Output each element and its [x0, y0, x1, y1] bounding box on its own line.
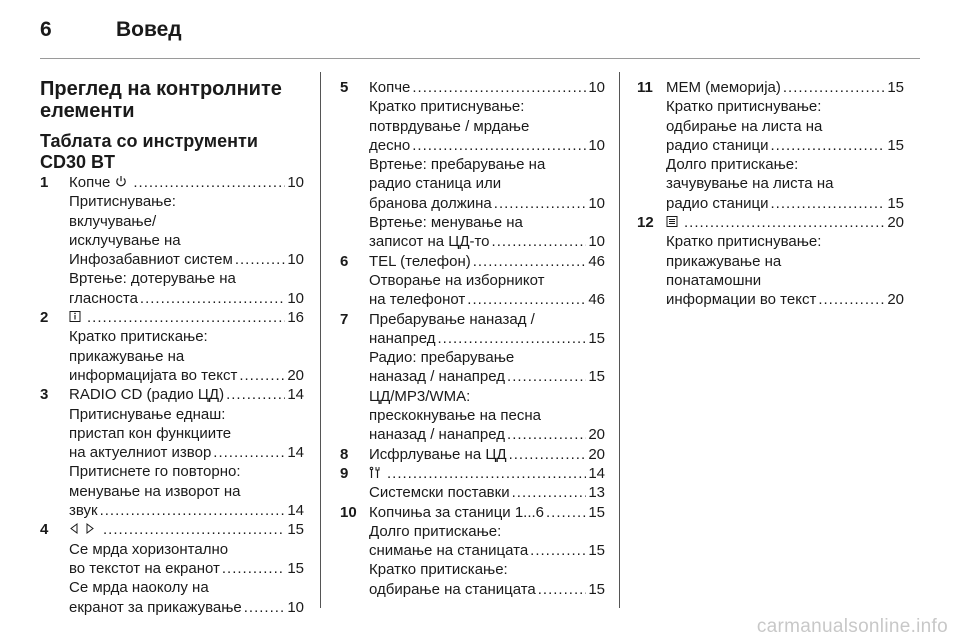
- entry-text: [369, 78, 410, 97]
- toc-entry: [69, 250, 304, 269]
- entry-label: MEM (меморија): [666, 79, 781, 96]
- entry-text: [69, 443, 211, 462]
- entry-text: [69, 289, 138, 308]
- page-number: 6: [40, 18, 52, 41]
- entry-label: радио станици: [666, 194, 769, 212]
- entry-label: Долго притискање:: [369, 522, 502, 540]
- entry-label: наназад / нанапред: [369, 426, 506, 444]
- description-line: [69, 578, 304, 597]
- toc-entry: [666, 136, 904, 155]
- page-reference: 20: [887, 291, 904, 309]
- entry-text: [69, 520, 101, 539]
- description-line: [69, 269, 304, 288]
- page-reference: 10: [588, 233, 605, 251]
- description-line: [666, 232, 904, 251]
- page-reference: 20: [287, 366, 304, 384]
- dot-leader: [492, 232, 587, 251]
- description-line: [369, 387, 605, 406]
- dot-leader: [244, 598, 286, 617]
- list-item: [340, 464, 605, 503]
- column-3: [637, 78, 904, 310]
- item-number: 8: [340, 445, 349, 463]
- dot-leader: [213, 443, 285, 462]
- items-column-2: [340, 78, 605, 599]
- item-number: 10: [340, 503, 357, 521]
- description-line: [69, 231, 304, 250]
- list-item: [637, 78, 904, 213]
- dot-leader: [494, 194, 587, 213]
- entry-label: наназад / нанапред: [369, 368, 506, 386]
- item-number: 4: [40, 521, 49, 539]
- dot-leader: [507, 425, 586, 444]
- entry-text: [666, 213, 682, 232]
- toc-entry: [369, 445, 605, 464]
- toc-entry: [369, 136, 605, 155]
- description-line: [69, 540, 304, 559]
- column-2: [340, 78, 605, 599]
- entry-label: Притиснување:: [69, 193, 176, 211]
- page-reference: 10: [588, 79, 605, 96]
- description-line: [69, 405, 304, 424]
- dot-leader: [226, 385, 285, 404]
- entry-label: потврдување / мрдање: [369, 117, 530, 135]
- description-line: [666, 155, 904, 174]
- description-line: [369, 97, 605, 116]
- entry-text: [69, 462, 241, 481]
- toc-entry: [69, 289, 304, 308]
- entry-label: одбирање на станицата: [369, 580, 536, 598]
- description-line: [369, 271, 605, 290]
- list-item: [340, 310, 605, 445]
- toc-entry: [369, 425, 605, 444]
- page-reference: 10: [588, 194, 605, 212]
- description-line: [666, 117, 904, 136]
- entry-label: бранова должина: [369, 194, 492, 212]
- page-reference: 14: [588, 464, 605, 482]
- page-reference: 15: [887, 79, 904, 96]
- entry-label: Инфозабавниот систем: [69, 251, 233, 269]
- description-line: [369, 117, 605, 136]
- entry-label: Се мрда хоризонтално: [69, 540, 229, 558]
- page-reference: 15: [588, 368, 605, 386]
- dot-leader: [467, 290, 586, 309]
- entry-label: Пребарување наназад /: [369, 310, 535, 328]
- entry-label: екранот за прикажување: [69, 598, 242, 616]
- entry-text: [369, 117, 529, 136]
- dot-leader: [87, 308, 285, 327]
- entry-text: [69, 231, 181, 250]
- column-divider-2: [619, 72, 620, 608]
- description-line: [666, 97, 904, 116]
- dot-leader: [133, 173, 285, 192]
- entry-text: [369, 406, 541, 425]
- entry-text: [69, 327, 208, 346]
- toc-entry: [69, 443, 304, 462]
- entry-label: гласноста: [69, 289, 138, 307]
- page-reference: 46: [588, 252, 605, 270]
- description-line: [369, 406, 605, 425]
- entry-text: [69, 192, 176, 211]
- entry-label: информацијата во текст: [69, 366, 238, 384]
- entry-text: [69, 482, 241, 501]
- entry-text: [369, 560, 508, 579]
- entry-label: Се мрда наоколу на: [69, 579, 209, 597]
- entry-text: [69, 347, 184, 366]
- entry-text: [666, 117, 822, 136]
- left-right-arrows-icon: [69, 521, 97, 534]
- toc-entry: [369, 194, 605, 213]
- entry-text: [666, 290, 816, 309]
- entry-text: [369, 136, 410, 155]
- list-item: [40, 308, 304, 385]
- entry-text: [69, 366, 237, 385]
- column-1: [40, 78, 304, 617]
- entry-label: на телефонот: [369, 291, 466, 309]
- entry-label: исклучување на: [69, 231, 181, 249]
- entry-label: Кратко притиснување:: [666, 98, 822, 116]
- page-reference: 15: [588, 542, 605, 560]
- entry-text: [69, 250, 233, 269]
- page-reference: 15: [287, 559, 304, 577]
- dot-leader: [473, 252, 587, 271]
- entry-text: [69, 559, 220, 578]
- description-line: [69, 212, 304, 231]
- dot-leader: [100, 501, 286, 520]
- entry-label: Вртење: менување на: [369, 214, 523, 232]
- page-reference: 13: [588, 484, 605, 502]
- item-number: 3: [40, 386, 49, 404]
- description-line: [69, 192, 304, 211]
- list-item: [40, 520, 304, 616]
- entry-label: пристап кон функциите: [69, 424, 232, 442]
- dot-leader: [412, 136, 586, 155]
- entry-label: Исфрлување на ЦД: [369, 445, 507, 463]
- entry-label: Кратко притиснување:: [369, 98, 525, 116]
- entry-label: Копче: [369, 79, 411, 96]
- page-reference: 10: [287, 251, 304, 269]
- page-reference: 46: [588, 291, 605, 309]
- dot-leader: [684, 213, 885, 232]
- dot-leader: [437, 329, 586, 348]
- list-item: [637, 213, 904, 309]
- description-line: [666, 252, 904, 271]
- page-reference: 15: [588, 580, 605, 598]
- entry-label: Кратко притискање:: [369, 561, 508, 579]
- items-column-3: [637, 78, 904, 310]
- entry-text: [369, 580, 536, 599]
- page-reference: 10: [588, 136, 605, 154]
- toc-entry: [369, 367, 605, 386]
- toc-entry: [369, 290, 605, 309]
- toc-entry: [69, 366, 304, 385]
- entry-label: Кратко притиснување:: [666, 233, 822, 251]
- entry-label: Копчиња за станици 1...6: [369, 503, 545, 521]
- entry-label: Вртење: дотерување на: [69, 270, 236, 288]
- item-number: 2: [40, 309, 49, 327]
- description-line: [369, 310, 605, 329]
- toc-entry: [369, 483, 605, 502]
- entry-label: Отворање на изборникот: [369, 271, 545, 289]
- dot-leader: [235, 250, 286, 269]
- page-reference: 14: [287, 502, 304, 520]
- entry-text: [369, 97, 524, 116]
- entry-label: Копче: [69, 174, 111, 191]
- toc-entry: [369, 252, 605, 271]
- dot-leader: [512, 483, 587, 502]
- entry-text: [69, 212, 156, 231]
- item-number: 12: [637, 214, 654, 232]
- description-line: [666, 271, 904, 290]
- entry-label: информации во текст: [666, 291, 817, 309]
- dot-leader: [818, 290, 885, 309]
- entry-label: звук: [69, 502, 98, 520]
- power-icon: [115, 174, 127, 187]
- entry-label: на актуелниот извор: [69, 444, 212, 462]
- dot-leader: [538, 580, 587, 599]
- entry-text: [369, 194, 492, 213]
- entry-label: ЦД/MP3/WMA:: [369, 387, 471, 405]
- entry-label: одбирање на листа на: [666, 117, 823, 135]
- page-reference: 14: [287, 444, 304, 462]
- description-line: [69, 482, 304, 501]
- subsection-title: [40, 131, 304, 173]
- watermark-logo: carmanualsonline.info: [756, 616, 948, 637]
- item-number: 1: [40, 174, 49, 191]
- description-line: [369, 155, 605, 174]
- entry-label: прикажување на: [666, 252, 782, 270]
- page-reference: 20: [887, 214, 904, 232]
- toc-entry: [69, 173, 304, 192]
- item-number: 9: [340, 464, 349, 482]
- toc-entry: [69, 385, 304, 404]
- dot-leader: [222, 559, 285, 578]
- subsection-title-line-2: CD30 BT: [40, 152, 116, 172]
- entry-text: [369, 290, 465, 309]
- list-icon: [666, 214, 678, 227]
- entry-text: [369, 252, 471, 271]
- entry-text: [69, 173, 131, 192]
- entry-text: [369, 503, 544, 522]
- page-reference: 15: [887, 136, 904, 154]
- entry-text: [69, 598, 242, 617]
- list-item: [340, 503, 605, 599]
- dot-leader: [103, 520, 285, 539]
- section-title-line-2: елементи: [40, 100, 135, 122]
- entry-label: нанапред: [369, 329, 436, 347]
- toc-entry: [369, 464, 605, 483]
- column-divider-1: [320, 72, 321, 608]
- page-reference: 16: [287, 309, 304, 327]
- info-icon: [69, 309, 81, 322]
- entry-label: прескокнување на песна: [369, 407, 541, 425]
- toc-entry: [369, 541, 605, 560]
- entry-text: [369, 541, 528, 560]
- entry-label: менување на изворот на: [69, 482, 241, 500]
- description-line: [69, 327, 304, 346]
- toc-entry: [666, 213, 904, 232]
- toc-entry: [369, 580, 605, 599]
- page-reference: 20: [588, 445, 605, 463]
- entry-label: снимање на станицата: [369, 542, 529, 560]
- entry-text: [369, 174, 501, 193]
- entry-text: [69, 501, 98, 520]
- entry-text: [69, 578, 209, 597]
- entry-text: [369, 445, 507, 464]
- toc-entry: [666, 194, 904, 213]
- entry-text: [666, 194, 769, 213]
- dot-leader: [507, 367, 586, 386]
- entry-text: [69, 308, 85, 327]
- description-line: [666, 174, 904, 193]
- toc-entry: [369, 78, 605, 97]
- entry-label: зачувување на листа на: [666, 175, 834, 193]
- entry-text: [369, 232, 490, 251]
- entry-label: вклучување/: [69, 212, 157, 230]
- entry-text: [666, 97, 821, 116]
- entry-text: [69, 405, 225, 424]
- items-column-1: [40, 173, 304, 617]
- entry-text: [69, 424, 231, 443]
- dot-leader: [412, 78, 586, 97]
- entry-label: десно: [369, 136, 411, 154]
- description-line: [369, 522, 605, 541]
- page-reference: 10: [287, 174, 304, 191]
- list-item: [40, 385, 304, 520]
- item-number: 6: [340, 252, 349, 270]
- entry-label: Системски поставки: [369, 484, 510, 502]
- toc-entry: [69, 520, 304, 539]
- entry-label: RADIO CD (радио ЦД): [69, 386, 225, 404]
- entry-label: Притиснување еднаш:: [69, 405, 226, 423]
- entry-text: [369, 271, 545, 290]
- list-item: [340, 445, 605, 464]
- page-reference: 20: [588, 426, 605, 444]
- entry-text: [69, 540, 228, 559]
- section-title: [40, 78, 304, 122]
- entry-text: [369, 522, 501, 541]
- entry-text: [369, 425, 505, 444]
- entry-text: [69, 385, 224, 404]
- header-divider: [40, 58, 920, 59]
- item-number: 5: [340, 79, 349, 96]
- list-item: [340, 252, 605, 310]
- entry-text: [666, 271, 761, 290]
- entry-text: [666, 232, 821, 251]
- entry-label: понатамошни: [666, 271, 762, 289]
- description-line: [69, 424, 304, 443]
- dot-leader: [546, 503, 586, 522]
- toc-entry: [666, 290, 904, 309]
- toc-entry: [69, 308, 304, 327]
- entry-text: [666, 155, 798, 174]
- page-reference: 15: [588, 503, 605, 521]
- subsection-title-line-1: Таблата со инструменти: [40, 131, 258, 151]
- dot-leader: [239, 366, 285, 385]
- item-number: 7: [340, 310, 349, 328]
- entry-text: [369, 155, 545, 174]
- page-reference: 15: [588, 329, 605, 347]
- entry-text: [369, 464, 385, 483]
- entry-text: [666, 174, 833, 193]
- entry-label: радио станици: [666, 136, 769, 154]
- dot-leader: [771, 194, 886, 213]
- entry-text: [369, 213, 523, 232]
- page-header: [40, 14, 920, 58]
- toc-entry: [369, 232, 605, 251]
- entry-text: [369, 310, 535, 329]
- list-item: [40, 173, 304, 308]
- entry-label: прикажување на: [69, 347, 185, 365]
- description-line: [369, 560, 605, 579]
- entry-label: Кратко притискање:: [69, 328, 208, 346]
- item-number: 11: [637, 79, 653, 96]
- entry-label: Притиснете го повторно:: [69, 463, 241, 481]
- entry-label: во текстот на екранот: [69, 559, 220, 577]
- entry-text: [369, 387, 470, 406]
- entry-label: Вртење: пребарување на: [369, 156, 546, 174]
- entry-label: радио станица или: [369, 175, 502, 193]
- toc-entry: [666, 78, 904, 97]
- entry-text: [369, 329, 435, 348]
- page-reference: 14: [287, 386, 304, 404]
- page-reference: 10: [287, 289, 304, 307]
- entry-label: TEL (телефон): [369, 252, 471, 270]
- chapter-title: Вовед: [116, 18, 182, 41]
- entry-label: Радио: пребарување: [369, 349, 515, 367]
- dot-leader: [530, 541, 586, 560]
- toc-entry: [69, 598, 304, 617]
- dot-leader: [509, 445, 587, 464]
- description-line: [69, 462, 304, 481]
- entry-label: Долго притискање:: [666, 156, 799, 174]
- page-reference: 15: [287, 521, 304, 539]
- entry-text: [666, 78, 781, 97]
- dot-leader: [783, 78, 885, 97]
- dot-leader: [771, 136, 886, 155]
- entry-text: [369, 483, 510, 502]
- list-item: [340, 78, 605, 252]
- entry-text: [666, 252, 781, 271]
- description-line: [369, 348, 605, 367]
- dot-leader: [387, 464, 586, 483]
- entry-text: [369, 367, 505, 386]
- description-line: [369, 213, 605, 232]
- toc-entry: [369, 503, 605, 522]
- page-reference: 15: [887, 194, 904, 212]
- entry-text: [666, 136, 769, 155]
- description-line: [69, 347, 304, 366]
- section-title-line-1: Преглед на контролните: [40, 78, 282, 100]
- entry-label: записот на ЦД-то: [369, 233, 490, 251]
- page-reference: 10: [287, 598, 304, 616]
- tools-icon: [369, 465, 381, 478]
- entry-text: [369, 348, 514, 367]
- entry-text: [69, 269, 236, 288]
- toc-entry: [69, 559, 304, 578]
- description-line: [369, 174, 605, 193]
- dot-leader: [140, 289, 285, 308]
- toc-entry: [69, 501, 304, 520]
- toc-entry: [369, 329, 605, 348]
